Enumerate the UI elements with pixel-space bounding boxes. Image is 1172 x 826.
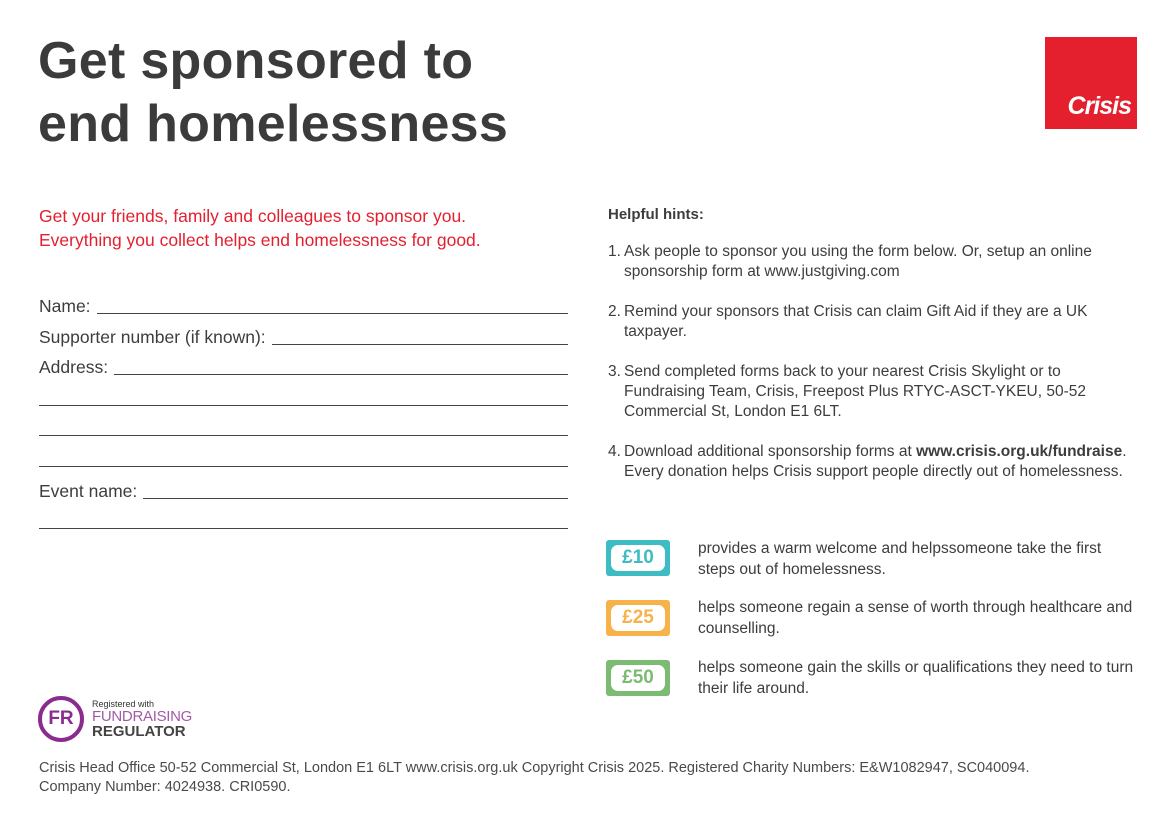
address-line[interactable] [114, 374, 568, 375]
hint-text-pre: Download additional sponsorship forms at [624, 443, 917, 460]
regulator-line1: Registered with [92, 698, 155, 709]
intro-line: Everything you collect helps end homelessness for good. [39, 230, 481, 250]
banknote-icon [606, 540, 670, 576]
hint-number: 1. [608, 243, 621, 260]
donation-50 [606, 659, 1134, 697]
fundraise-link[interactable]: www.crisis.org.uk/fundraise [916, 443, 1123, 460]
hint-item [608, 442, 1138, 482]
crisis-logo [1045, 37, 1137, 129]
donation-10 [606, 540, 1102, 578]
address-line[interactable] [39, 435, 568, 436]
event-name-line[interactable] [39, 528, 568, 529]
fundraising-regulator-logo [38, 696, 192, 742]
intro-text [39, 204, 481, 252]
hint-text: Ask people to sponsor you using the form below. Or, setup an online sponsorship form at www.justgiving.com [624, 243, 1092, 280]
hint-text: Send completed forms back to your nearest Crisis Skylight or to Fundraising Team, Crisis, Freepost Plus RTYC-ASCT-YKEU, 50-52 Commercial St, London E1 6LT. [624, 363, 1087, 420]
name-field[interactable] [39, 296, 568, 316]
donation-text: helps someone regain a sense of worth through healthcare and counselling. [698, 599, 1133, 637]
event-name-field[interactable] [39, 481, 568, 501]
hint-item [608, 302, 1138, 342]
title-line: end homelessness [38, 95, 509, 153]
hint-text [624, 442, 1138, 482]
supporter-number-field[interactable] [39, 327, 568, 347]
page-title [38, 30, 508, 156]
regulator-line2: FUNDRAISING [92, 707, 193, 725]
intro-line: Get your friends, family and colleagues to sponsor you. [39, 206, 467, 226]
regulator-line3: REGULATOR [92, 722, 186, 740]
address-field[interactable] [39, 357, 568, 377]
supporter-number-line[interactable] [272, 344, 568, 345]
fr-badge-icon: FR [38, 696, 84, 742]
hint-number: 2. [608, 303, 621, 320]
helpful-hints [608, 205, 1138, 502]
donation-text: helps someone gain the skills or qualifications they need to turn their life around. [698, 659, 1134, 697]
event-name-line[interactable] [143, 498, 568, 499]
donation-amount: £50 [611, 665, 665, 691]
address-line[interactable] [39, 466, 568, 467]
hint-text: Remind your sponsors that Crisis can claim Gift Aid if they are a UK taxpayer. [624, 303, 1088, 340]
hint-text-post: . Every donation helps Crisis support people directly out of homelessness. [624, 443, 1127, 480]
footer-line: Crisis Head Office 50-52 Commercial St, London E1 6LT www.crisis.org.uk Copyright Crisis 2025. Registered Charity Numbers: E&W1082947, SC040094. [39, 760, 1030, 776]
footer-line: Company Number: 4024938. CRI0590. [39, 779, 291, 795]
donation-amount: £10 [611, 545, 665, 571]
donation-text: provides a warm welcome and helpssomeone take the first steps out of homelessness. [698, 540, 1102, 578]
footer [39, 759, 1029, 797]
donation-amount: £25 [611, 605, 665, 631]
donation-25 [606, 599, 1133, 637]
address-label: Address: [39, 357, 109, 377]
hint-number: 3. [608, 363, 621, 380]
name-label: Name: [39, 296, 91, 316]
banknote-icon [606, 600, 670, 636]
name-line[interactable] [97, 313, 568, 314]
hint-item [608, 242, 1138, 282]
banknote-icon [606, 660, 670, 696]
hint-item [608, 362, 1138, 422]
logo-text: Crisis [1067, 92, 1131, 120]
hint-number: 4. [608, 443, 621, 460]
address-line[interactable] [39, 405, 568, 406]
supporter-number-label: Supporter number (if known): [39, 327, 266, 347]
event-name-label: Event name: [39, 481, 138, 501]
hints-heading: Helpful hints: [608, 206, 704, 223]
title-line: Get sponsored to [38, 32, 474, 90]
